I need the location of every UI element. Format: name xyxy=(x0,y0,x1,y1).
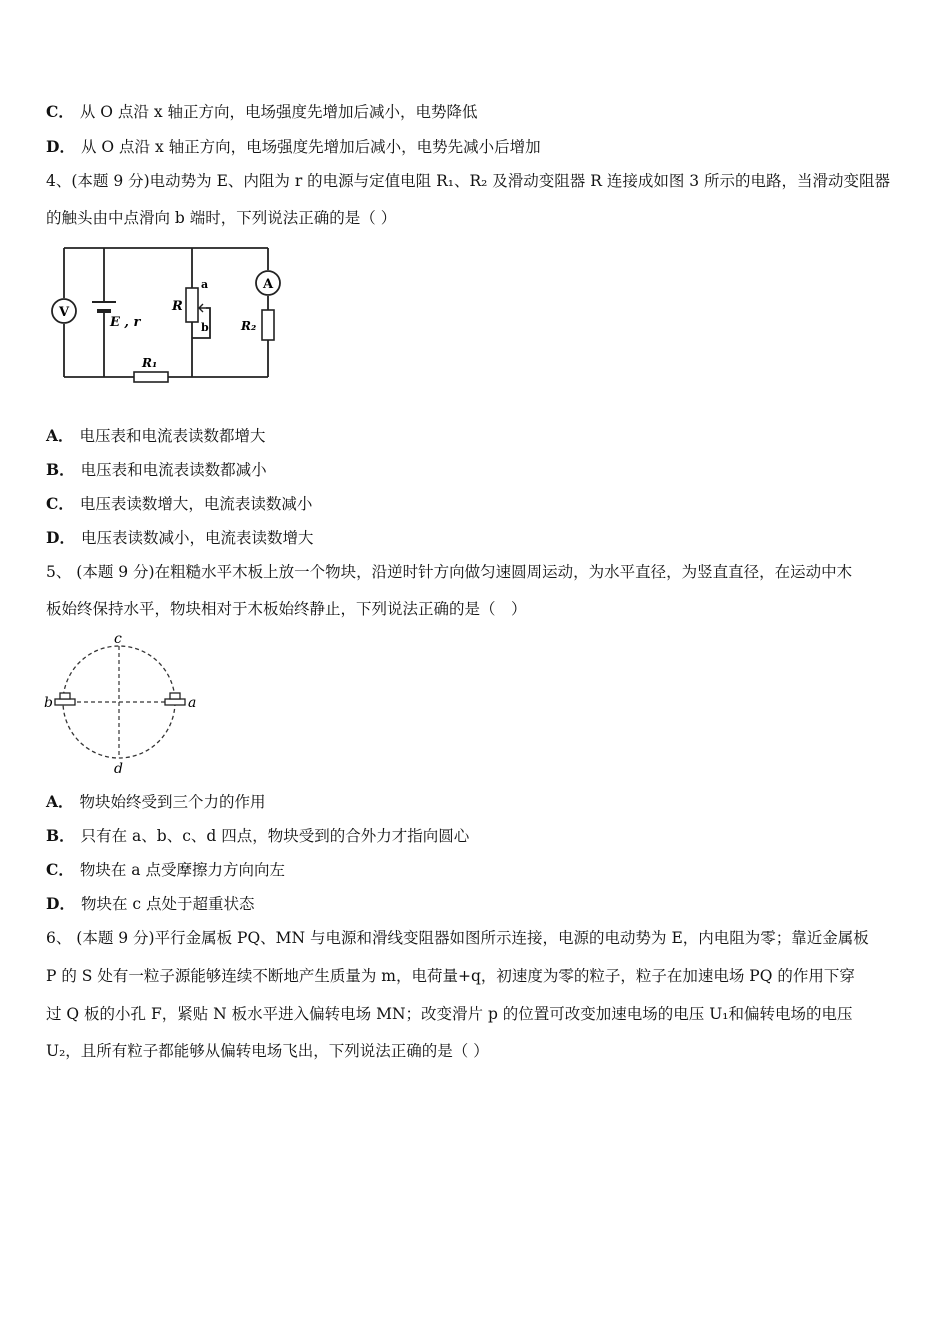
q5-option-a: A． 物块始终受到三个力的作用 xyxy=(46,792,266,811)
point-d-label: d xyxy=(114,761,123,777)
rheostat-resistor xyxy=(186,288,198,322)
source-label: E , r xyxy=(110,315,141,330)
rheostat-a-label: a xyxy=(201,278,209,291)
q6-stem-line2: P 的 S 处有一粒子源能够连续不断地产生质量为 m，电荷量+q，初速度为零的粒子，粒子在加速电场 PQ 的作用下穿 xyxy=(46,967,855,985)
q4-option-c: C． 电压表读数增大，电流表读数减小 xyxy=(46,494,313,513)
q5-stem-line1: 5、 (本题 9 分)在粗糙水平木板上放一个物块，沿逆时针方向做匀速圆周运动，为水平直径，为竖直直径，在运动中木 xyxy=(46,563,853,581)
rheostat-b-label: b xyxy=(201,321,209,334)
q4-stem-line1: 4、(本题 9 分)电动势为 E、内阻为 r 的电源与定值电阻 R₁、R₂ 及滑动变阻器 R 连接成如图 3 所示的电路，当滑动变阻器 xyxy=(46,172,891,190)
block-at-a xyxy=(165,693,185,705)
q6-stem-line1: 6、 (本题 9 分)平行金属板 PQ、MN 与电源和滑线变阻器如图所示连接，电源的电动势为 E，内电阻为零；靠近金属板 xyxy=(46,929,869,947)
rheostat-slider-arrow xyxy=(199,304,206,312)
q5-circle-figure xyxy=(40,630,210,780)
q5-stem-line2: 板始终保持水平，物块相对于木板始终静止，下列说法正确的是（ ） xyxy=(46,600,527,618)
q5-option-b: B． 只有在 a、b、c、d 四点，物块受到的合外力才指向圆心 xyxy=(46,826,470,845)
q4-option-a: A． 电压表和电流表读数都增大 xyxy=(46,426,266,445)
point-b-label: b xyxy=(44,695,53,711)
q6-stem-line4: U₂，且所有粒子都能够从偏转电场飞出，下列说法正确的是（ ） xyxy=(46,1042,489,1060)
resistor-r1 xyxy=(134,372,168,382)
q3-option-c: C． 从 O 点沿 x 轴正方向，电场强度先增加后减小，电势降低 xyxy=(46,102,478,121)
r1-label: R₁ xyxy=(142,356,158,370)
q6-stem-line3: 过 Q 板的小孔 F，紧贴 N 板水平进入偏转电场 MN；改变滑片 p 的位置可改变加速电场的电压 U₁和偏转电场的电压 xyxy=(46,1005,853,1023)
point-a-label: a xyxy=(188,695,197,711)
resistor-r2 xyxy=(262,310,274,340)
q3-option-d: D． 从 O 点沿 x 轴正方向，电场强度先增加后减小，电势先减小后增加 xyxy=(46,137,541,156)
q5-option-c: C． 物块在 a 点受摩擦力方向向左 xyxy=(46,860,285,879)
q4-option-d: D． 电压表读数减小，电流表读数增大 xyxy=(46,528,314,547)
q4-option-b: B． 电压表和电流表读数都减小 xyxy=(46,460,267,479)
point-c-label: c xyxy=(114,631,122,647)
svg-text:A: A xyxy=(262,277,274,292)
battery-icon xyxy=(92,302,116,311)
q4-stem-line2: 的触头由中点滑向 b 端时，下列说法正确的是（ ） xyxy=(46,209,397,227)
rheostat-label: R xyxy=(172,299,183,314)
q4-circuit-figure xyxy=(46,240,286,390)
svg-text:V: V xyxy=(58,305,70,320)
block-at-b xyxy=(55,693,75,705)
q5-option-d: D． 物块在 c 点处于超重状态 xyxy=(46,894,255,913)
r2-label: R₂ xyxy=(241,319,257,333)
